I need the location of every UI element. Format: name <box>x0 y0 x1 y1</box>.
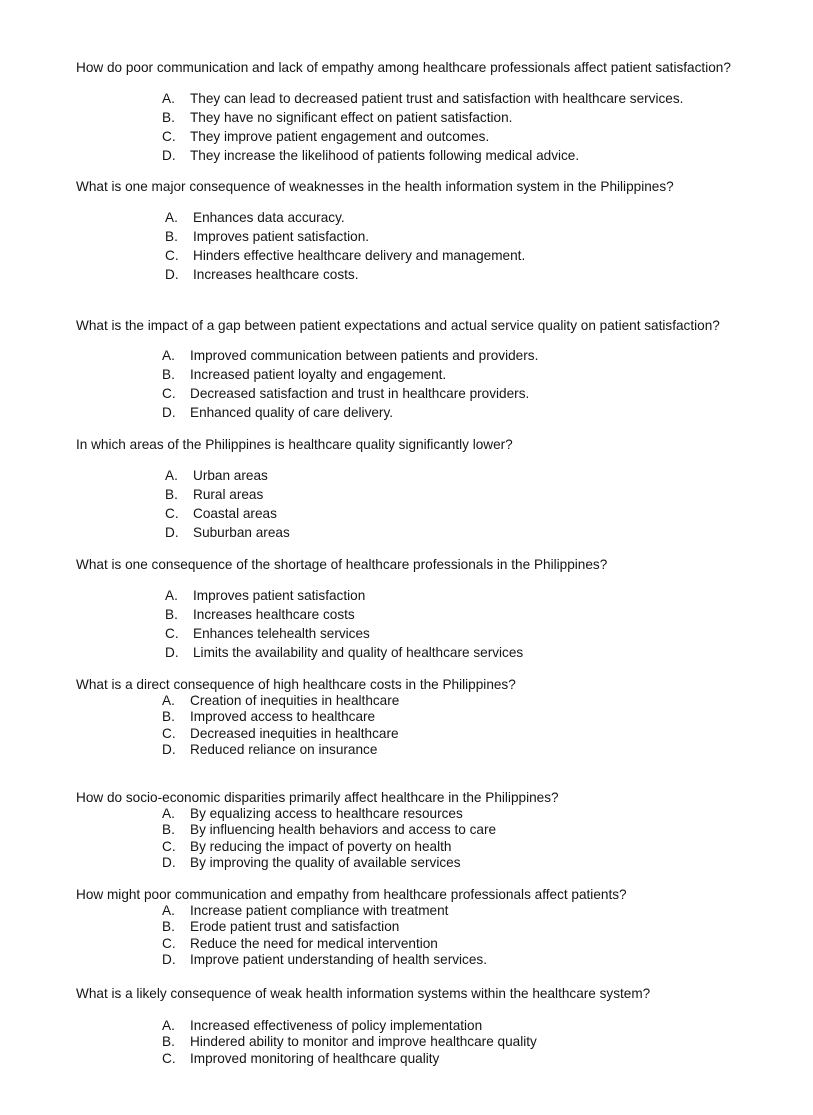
option-letter: D. <box>165 525 179 540</box>
option-letter: C. <box>165 506 179 521</box>
option-letter: A. <box>162 806 175 821</box>
option-letter: C. <box>162 129 176 144</box>
option-letter: A. <box>162 1018 175 1033</box>
option-text: Increase patient compliance with treatment <box>190 903 449 918</box>
option-letter: B. <box>165 487 178 502</box>
question-text: In which areas of the Philippines is healthcare quality significantly lower? <box>76 437 513 452</box>
option-text: Limits the availability and quality of healthcare services <box>193 645 524 660</box>
option-text: They can lead to decreased patient trust and satisfaction with healthcare services. <box>190 91 684 106</box>
option-letter: A. <box>165 588 178 603</box>
option-text: Enhanced quality of care delivery. <box>190 405 394 420</box>
option-letter: D. <box>165 645 179 660</box>
option-text: Erode patient trust and satisfaction <box>190 919 400 935</box>
option-text: Improved access to healthcare <box>190 709 376 725</box>
question-text: What is a direct consequence of high healthcare costs in the Philippines? <box>76 677 516 692</box>
option-text: By equalizing access to healthcare resources <box>190 806 463 821</box>
option-letter: A. <box>162 348 175 363</box>
option-letter: B. <box>162 822 175 838</box>
option-text: Increases healthcare costs <box>193 607 355 622</box>
option-text: Decreased inequities in healthcare <box>190 725 399 741</box>
option-letter: B. <box>165 229 178 244</box>
option-letter: C. <box>162 1050 176 1066</box>
option-letter: C. <box>162 838 176 854</box>
option-letter: B. <box>162 709 175 725</box>
option-letter: B. <box>165 607 178 622</box>
option-text: Increased patient loyalty and engagement. <box>190 367 447 382</box>
option-text: By influencing health behaviors and access to care <box>190 822 497 838</box>
option-text: By improving the quality of available services <box>190 854 461 870</box>
option-letter: B. <box>162 1034 175 1050</box>
option-letter: D. <box>165 267 179 282</box>
option-text: Improve patient understanding of health services. <box>190 951 487 967</box>
option-letter: D. <box>162 405 176 420</box>
option-text: Coastal areas <box>193 506 277 521</box>
option-text: They increase the likelihood of patients following medical advice. <box>190 148 580 163</box>
option-text: Reduced reliance on insurance <box>190 741 378 757</box>
option-text: They have no significant effect on patient satisfaction. <box>190 110 513 125</box>
option-letter: C. <box>165 248 179 263</box>
option-text: Rural areas <box>193 487 264 502</box>
option-letter: C. <box>162 725 176 741</box>
option-text: Urban areas <box>193 468 268 483</box>
option-letter: C. <box>162 386 176 401</box>
option-text: Enhances telehealth services <box>193 626 370 641</box>
option-letter: C. <box>162 935 176 951</box>
option-letter: B. <box>162 919 175 935</box>
question-text: What is one major consequence of weaknesses in the health information system in the Philippines? <box>76 179 674 194</box>
option-text: Hindered ability to monitor and improve healthcare quality <box>190 1034 537 1050</box>
option-letter: C. <box>165 626 179 641</box>
option-letter: A. <box>165 210 178 225</box>
option-letter: D. <box>162 951 176 967</box>
question-text: How do poor communication and lack of empathy among healthcare professionals affect patient satisfaction? <box>76 60 731 75</box>
option-text: Increases healthcare costs. <box>193 267 359 282</box>
option-text: Improves patient satisfaction <box>193 588 366 603</box>
question-text: How do socio-economic disparities primarily affect healthcare in the Philippines? <box>76 790 559 805</box>
question-text: What is a likely consequence of weak health information systems within the healthcare system? <box>76 986 651 1001</box>
option-letter: D. <box>162 148 176 163</box>
option-letter: A. <box>165 468 178 483</box>
option-text: Improves patient satisfaction. <box>193 229 370 244</box>
option-letter: A. <box>162 91 175 106</box>
option-letter: D. <box>162 854 176 870</box>
option-text: Enhances data accuracy. <box>193 210 345 225</box>
option-text: They improve patient engagement and outcomes. <box>190 129 490 144</box>
option-letter: B. <box>162 110 175 125</box>
question-text: How might poor communication and empathy from healthcare professionals affect patients? <box>76 887 627 902</box>
option-letter: B. <box>162 367 175 382</box>
question-text: What is the impact of a gap between patient expectations and actual service quality on patient satisfaction? <box>76 318 720 333</box>
option-text: Improved monitoring of healthcare quality <box>190 1050 440 1066</box>
option-letter: D. <box>162 741 176 757</box>
option-text: Decreased satisfaction and trust in healthcare providers. <box>190 386 530 401</box>
option-text: Creation of inequities in healthcare <box>190 693 400 708</box>
question-text: What is one consequence of the shortage of healthcare professionals in the Philippines? <box>76 557 608 572</box>
option-text: Suburban areas <box>193 525 290 540</box>
option-text: Improved communication between patients and providers. <box>190 348 539 363</box>
option-letter: A. <box>162 903 175 918</box>
option-letter: A. <box>162 693 175 708</box>
option-text: Hinders effective healthcare delivery and management. <box>193 248 526 263</box>
option-text: By reducing the impact of poverty on health <box>190 838 452 854</box>
option-text: Reduce the need for medical intervention <box>190 935 438 951</box>
option-text: Increased effectiveness of policy implementation <box>190 1018 483 1033</box>
